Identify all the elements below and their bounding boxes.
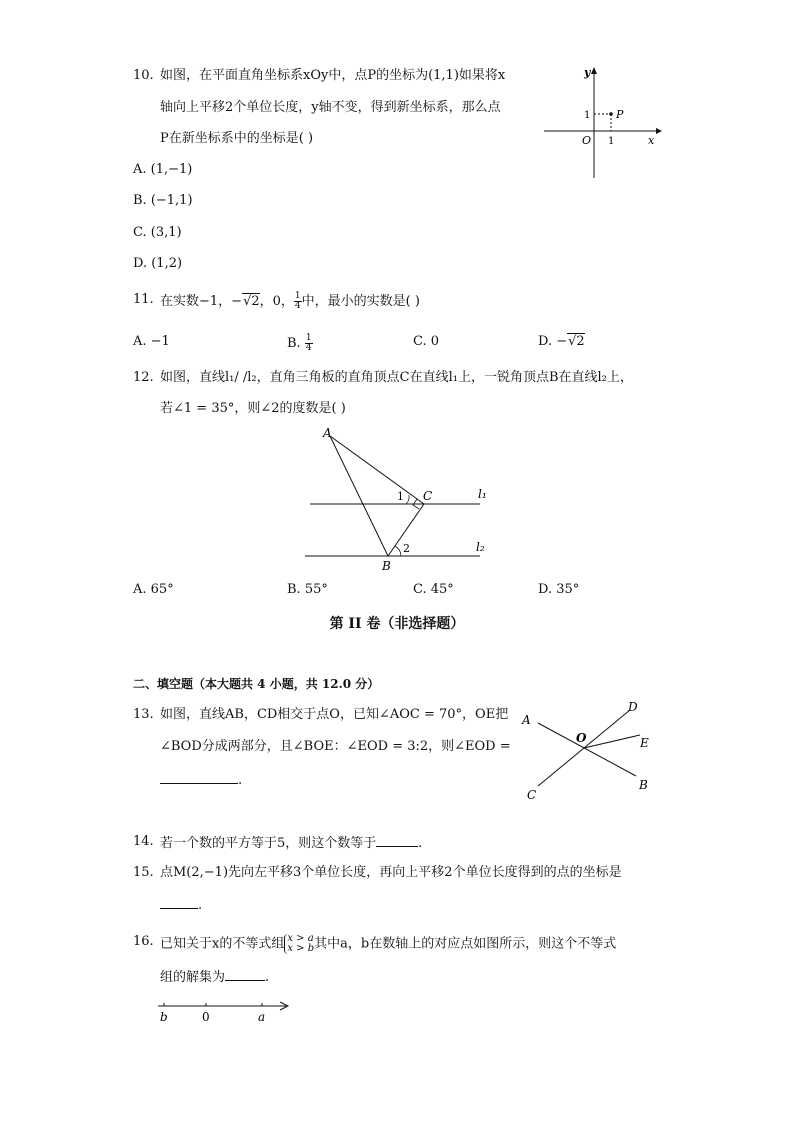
q13-line-ab	[538, 723, 636, 776]
q10-label-one-x: 1	[608, 136, 615, 147]
q12-label-l1: l₁	[478, 487, 487, 501]
q10-option-b[interactable]: B. (−1,1)	[133, 193, 193, 208]
q11-option-b-fraction	[305, 334, 313, 353]
section2-title: 第 II 卷（非选择题）	[329, 616, 465, 632]
q12-line1: 如图，直线l₁/ /l₂，直角三角板的直角顶点C在直线l₁上，一锐角顶点B在直线l₂上，	[160, 370, 633, 385]
q11-suffix: 中，最小的实数是( )	[301, 294, 420, 309]
q12-number: 12.	[133, 370, 154, 385]
q11-fraction	[294, 292, 302, 311]
q12-segment-ab	[330, 436, 388, 556]
q13-line1: 如图，直线AB，CD相交于点O，已知∠AOC = 70°，OE把	[160, 707, 509, 722]
q15-number: 15.	[133, 865, 154, 880]
q16-line1	[160, 934, 616, 954]
q14-stem	[160, 834, 422, 852]
q14-text: 若一个数的平方等于5，则这个数等于	[160, 836, 377, 851]
q16-line2	[160, 968, 269, 986]
q13-label-a: A	[522, 713, 531, 727]
q12-option-b[interactable]: B. 55°	[287, 582, 328, 597]
q15-line2	[160, 896, 202, 914]
q13-geometry-figure	[518, 698, 668, 804]
q14-answer-blank[interactable]	[376, 834, 418, 847]
q10-line2: 轴向上平移2个单位长度，y轴不变，得到新坐标系，那么点	[160, 100, 501, 115]
q11-option-b-num: 1	[305, 333, 312, 343]
q12-label-angle2: 2	[403, 542, 410, 555]
q16-suffix: 其中a，b在数轴上的对应点如图所示，则这个不等式	[314, 936, 617, 952]
q12-label-b: B	[382, 559, 391, 573]
q16-line2-end: .	[265, 970, 270, 985]
q12-segment-ac	[330, 436, 424, 504]
q10-coordinate-figure	[540, 60, 662, 180]
q11-prefix: 在实数−1，−	[160, 294, 243, 309]
q11-option-a[interactable]: A. −1	[133, 334, 170, 349]
q16-answer-blank[interactable]	[225, 968, 265, 981]
q13-label-o: O	[576, 731, 587, 745]
q15-answer-blank[interactable]	[160, 896, 198, 909]
q14-end: .	[418, 836, 423, 851]
q12-line2: 若∠1 = 35°，则∠2的度数是( )	[160, 401, 346, 416]
q12-angle1-arc	[406, 495, 409, 504]
q16-line2-text: 组的解集为	[160, 970, 226, 985]
q15-line1: 点M(2,−1)先向左平移3个单位长度，再向上平移2个单位长度得到的点的坐标是	[160, 865, 622, 880]
q11-option-c[interactable]: C. 0	[413, 334, 440, 349]
q13-line2: ∠BOD分成两部分，且∠BOE：∠EOD = 3:2，则∠EOD =	[160, 739, 511, 754]
q10-x-arrow	[656, 128, 662, 134]
q12-label-a: A	[323, 426, 332, 440]
q11-option-d-sqrt: √2	[568, 334, 585, 349]
q13-line3-end: .	[238, 773, 243, 788]
q12-label-c: C	[423, 489, 433, 503]
q10-label-o: O	[582, 134, 592, 147]
q10-label-p: P	[616, 108, 624, 121]
q10-option-a[interactable]: A. (1,−1)	[133, 162, 193, 177]
q10-label-y: y	[584, 66, 591, 79]
q10-number: 10.	[133, 68, 154, 83]
q11-frac-num: 1	[294, 291, 301, 301]
q11-mid: ，0，	[259, 294, 294, 309]
q13-label-d: D	[628, 700, 638, 714]
q11-sqrt-value: 2	[251, 294, 260, 309]
q16-sys-line2: x > b	[287, 943, 315, 954]
q10-line1: 如图，在平面直角坐标系xOy中，点P的坐标为(1,1)如果将x	[160, 68, 506, 83]
q11-frac-den: 4	[294, 301, 301, 311]
q16-label-zero: 0	[202, 1010, 210, 1024]
q14-number: 14.	[133, 834, 154, 849]
q12-angle2-arc	[395, 546, 401, 556]
q13-number: 13.	[133, 707, 154, 722]
q11-number: 11.	[133, 292, 154, 307]
q16-number-line	[158, 996, 294, 1026]
q11-option-b-den: 4	[305, 343, 312, 353]
q16-label-a: a	[258, 1010, 266, 1024]
q11-option-d-sqrt-value: 2	[576, 334, 585, 349]
q12-option-c[interactable]: C. 45°	[413, 582, 454, 597]
q11-sqrt: √2	[243, 294, 260, 309]
q12-geometry-figure	[300, 424, 500, 576]
q10-label-x: x	[648, 134, 655, 147]
q10-y-arrow	[591, 67, 597, 74]
q13-label-b: B	[639, 778, 648, 792]
q15-line2-end: .	[198, 898, 203, 913]
q16-sys-line1: x > a	[287, 933, 314, 944]
q11-option-b[interactable]	[287, 334, 313, 353]
q13-label-c: C	[527, 788, 537, 802]
q16-prefix: 已知关于x的不等式组	[160, 936, 285, 952]
q12-label-l2: l₂	[476, 540, 485, 554]
q16-inequality-system	[284, 934, 314, 954]
q13-line3	[160, 771, 242, 789]
q11-option-d[interactable]	[538, 334, 585, 350]
q13-label-e: E	[640, 736, 649, 750]
q12-label-angle1: 1	[397, 490, 404, 503]
q11-option-d-label: D. −	[538, 334, 568, 349]
q10-point-p	[609, 112, 613, 116]
q10-option-c[interactable]: C. (3,1)	[133, 225, 182, 240]
q11-stem	[160, 292, 420, 311]
q11-option-b-label: B.	[287, 336, 301, 351]
q12-option-a[interactable]: A. 65°	[133, 582, 174, 597]
q10-label-one-y: 1	[584, 110, 591, 121]
q12-option-d[interactable]: D. 35°	[538, 582, 580, 597]
part2-heading: 二、填空题（本大题共 4 小题，共 12.0 分）	[133, 677, 380, 691]
q16-label-b: b	[160, 1010, 168, 1024]
q16-number: 16.	[133, 934, 154, 949]
q10-line3: P在新坐标系中的坐标是( )	[160, 131, 314, 146]
q10-option-d[interactable]: D. (1,2)	[133, 256, 183, 271]
q13-answer-blank[interactable]	[160, 771, 238, 784]
